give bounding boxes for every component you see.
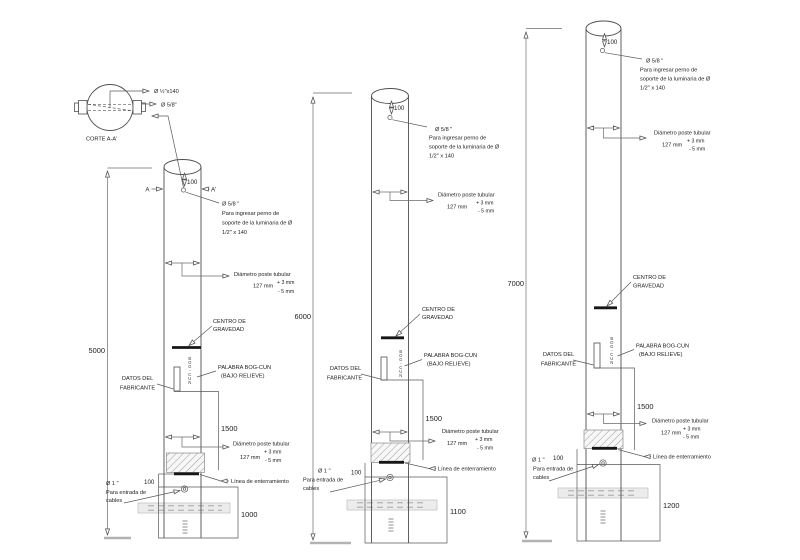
foundation-box — [577, 465, 660, 542]
diameter-lower-l2: 127 mm — [240, 455, 261, 461]
manufacturer-plate — [594, 343, 600, 368]
diameter-upper-plus: + 3 mm — [687, 138, 705, 145]
section-marker-right: A' — [211, 186, 217, 194]
burial-line-label: Línea de enterramiento — [231, 479, 289, 485]
bolt-nut-left — [79, 101, 88, 115]
foundation-depth-label: 1000 — [241, 510, 258, 519]
diameter-lower-minus: - 5 mm — [477, 445, 494, 452]
cog-label-l1: CENTRO DE — [422, 307, 455, 313]
manufacturer-plate — [174, 367, 180, 391]
ground-anchor-mark — [601, 511, 606, 523]
bolt-note-l3: soporte de la luminaria de Ø — [640, 76, 711, 83]
bolt-note-l2: Para ingresar perno de — [640, 67, 698, 74]
cog-label-l2: GRAVEDAD — [633, 283, 664, 290]
bolt-note-l1: Ø 5/8 " — [435, 127, 453, 133]
bolt-note-leader — [392, 120, 427, 127]
cable-entry-l2: Para entrada de — [106, 490, 147, 496]
cog-label-l2: GRAVEDAD — [213, 327, 244, 333]
diameter-leader-upper — [604, 128, 647, 138]
foundation-crossarm — [138, 503, 230, 513]
diameter-lower-minus: - 5 mm — [265, 458, 282, 464]
cable-entry-hole-inner — [602, 462, 605, 465]
cable-entry-l3: cables — [303, 486, 320, 492]
cog-leader — [396, 314, 420, 336]
cable-entry-l2: Para entrada de — [533, 466, 574, 473]
diameter-lower-plus: + 3 mm — [683, 426, 701, 433]
embossed-leader — [618, 350, 635, 357]
diameter-upper-l2: 127 mm — [447, 204, 468, 211]
diameter-leader-lower — [182, 437, 229, 447]
foundation-depth-label: 1100 — [450, 507, 466, 516]
bolt-note-l1: Ø 5/8 " — [646, 58, 664, 65]
diameter-upper-minus: - 5 mm — [478, 208, 495, 215]
luminaire-bolt-hole — [600, 48, 604, 52]
bolt-note-leader — [605, 53, 642, 59]
diameter-lower-l2: 127 mm — [661, 430, 682, 437]
ground-anchor-mark — [389, 519, 394, 531]
diameter-lower-minus: - 5 mm — [683, 434, 700, 441]
section-detail — [75, 85, 184, 188]
bolt-note-l3: soporte de la luminaria de Ø — [222, 220, 293, 227]
embossed-vertical-text: BOG-CUN — [398, 349, 404, 377]
embossed-l1: PALABRA BOG-CUN — [636, 343, 690, 350]
top-offset-label: 100 — [607, 39, 618, 46]
pole-body — [164, 167, 201, 538]
pole-5000 — [89, 160, 295, 539]
pole-7000 — [508, 21, 711, 541]
manufacturer-l2: FABRICANTE — [327, 375, 363, 382]
diameter-lower-l2: 127 mm — [447, 441, 468, 447]
anchor-hatch-block — [371, 443, 410, 463]
bolt-note-l1: Ø 5/8 " — [222, 201, 240, 208]
diameter-lower-l1: Diámetro poste tubular — [233, 441, 290, 448]
embossed-l2: (BAJO RELIEVE) — [221, 373, 265, 380]
bolt-note-l3: soporte de la luminaria de Ø — [429, 144, 500, 151]
diameter-upper-l1: Diámetro poste tubular — [234, 272, 291, 278]
cog-leader — [189, 326, 212, 346]
burial-offset-label: 100 — [553, 455, 564, 462]
diameter-leader-lower — [604, 414, 647, 424]
embossed-l2: (BAJO RELIEVE) — [639, 352, 683, 358]
manufacturer-l1: DATOS DEL — [330, 366, 362, 372]
cog-label-l1: CENTRO DE — [213, 319, 246, 325]
foundation-depth-label: 1200 — [663, 501, 680, 510]
bolt-note-l4: 1/2" x 140 — [640, 85, 665, 92]
cable-entry-l3: cables — [533, 475, 550, 481]
diameter-lower-l1: Diámetro poste tubular — [442, 429, 499, 435]
diameter-leader-upper — [182, 263, 229, 276]
cable-entry-hole — [600, 460, 606, 466]
pole-top — [586, 21, 621, 36]
section-label: CORTE A-A' — [86, 136, 118, 143]
embossed-vertical-text: BOG-CUN — [187, 356, 193, 384]
top-offset-label: 100 — [187, 179, 198, 186]
luminaire-bolt-hole — [181, 188, 185, 192]
cog-leader — [607, 282, 631, 306]
bolt-nut-right — [133, 101, 142, 115]
section-marker-left: A — [145, 186, 150, 194]
embossed-leader — [405, 360, 423, 367]
mid-height-label: 1500 — [425, 414, 442, 423]
burial-line-label: Línea de enterramiento — [438, 466, 496, 473]
burial-leader — [618, 450, 644, 457]
bolt-note-l2: Para ingresar perno de — [222, 211, 280, 217]
cable-entry-hole-inner — [389, 476, 392, 479]
diameter-upper-plus: + 3 mm — [476, 200, 494, 207]
bolt-dim-label: Ø ½"x140 — [154, 89, 179, 95]
embossed-vertical-text: BOG-CUN — [609, 336, 615, 364]
burial-leader — [200, 475, 221, 482]
diameter-leader-upper — [390, 192, 433, 201]
cable-entry-l1: Ø 1 " — [318, 468, 331, 475]
foundation-crossarm — [558, 488, 648, 498]
diameter-leader-lower — [390, 432, 435, 441]
manufacturer-l1: DATOS DEL — [543, 352, 575, 358]
luminaire-bolt-hole — [388, 115, 392, 119]
cog-label-l2: GRAVEDAD — [422, 315, 453, 321]
cable-entry-hole — [387, 474, 393, 480]
manufacturer-l1: DATOS DEL — [122, 376, 154, 382]
cable-entry-l2: Para entrada de — [303, 477, 344, 484]
pole-top — [372, 89, 409, 104]
mid-height-label: 1500 — [637, 402, 654, 411]
manufacturer-l2: FABRICANTE — [120, 385, 156, 392]
cog-label-l1: CENTRO DE — [633, 275, 666, 281]
cable-entry-l1: Ø 1 " — [106, 481, 119, 487]
pole-top — [164, 160, 201, 175]
top-offset-label: 100 — [394, 105, 405, 112]
embossed-l1: PALABRA BOG-CUN — [218, 365, 272, 371]
diameter-upper-l1: Diámetro poste tubular — [438, 192, 495, 199]
diameter-lower-plus: + 3 mm — [264, 449, 282, 456]
embossed-leader — [197, 371, 216, 377]
height-dimension-label: 7000 — [507, 279, 524, 288]
nut-dim-label: Ø 5/8" — [161, 102, 177, 109]
cable-entry-l1: Ø 1 " — [532, 457, 545, 464]
manufacturer-plate — [381, 357, 387, 380]
bolt-note-l2: Para ingresar perno de — [429, 135, 487, 142]
height-dimension-label: 6000 — [294, 312, 311, 321]
ground-anchor-mark — [183, 521, 188, 533]
manufacturer-leader — [361, 374, 381, 379]
embossed-l2: (BAJO RELIEVE) — [427, 361, 471, 368]
anchor-hatch-block — [167, 453, 205, 473]
bolt-note-l4: 1/2" x 140 — [429, 153, 454, 160]
bolt-note-leader — [186, 192, 219, 203]
diameter-upper-l2: 127 mm — [253, 283, 274, 290]
burial-line-label: Línea de enterramiento — [653, 454, 711, 461]
section-reference-leader — [152, 116, 184, 188]
foundation-crossarm — [347, 500, 437, 510]
manufacturer-leader — [157, 384, 174, 389]
cable-entry-hole-inner — [183, 488, 186, 491]
diameter-lower-plus: + 3 mm — [475, 437, 493, 443]
cable-entry-l3: cables — [106, 498, 123, 504]
diameter-upper-plus: + 3 mm — [277, 280, 295, 286]
burial-offset-label: 100 — [351, 469, 362, 477]
diameter-upper-l2: 127 mm — [662, 142, 683, 149]
anchor-hatch-block — [584, 430, 623, 449]
diameter-upper-l1: Diámetro poste tubular — [654, 130, 711, 137]
diameter-upper-minus: - 5 mm — [689, 146, 706, 153]
diameter-upper-minus: - 5 mm — [278, 289, 295, 295]
manufacturer-l2: FABRICANTE — [541, 361, 577, 368]
bolt-note-l4: 1/2" x 140 — [222, 230, 247, 236]
pole-6000 — [295, 89, 500, 544]
burial-offset-label: 100 — [144, 479, 155, 486]
diameter-lower-l1: Diámetro poste tubular — [652, 418, 709, 425]
height-dimension-label: 5000 — [88, 346, 105, 355]
mid-height-label: 1500 — [221, 424, 238, 433]
embossed-l1: PALABRA BOG-CUN — [424, 353, 478, 359]
bolt-cap-left — [75, 103, 79, 112]
